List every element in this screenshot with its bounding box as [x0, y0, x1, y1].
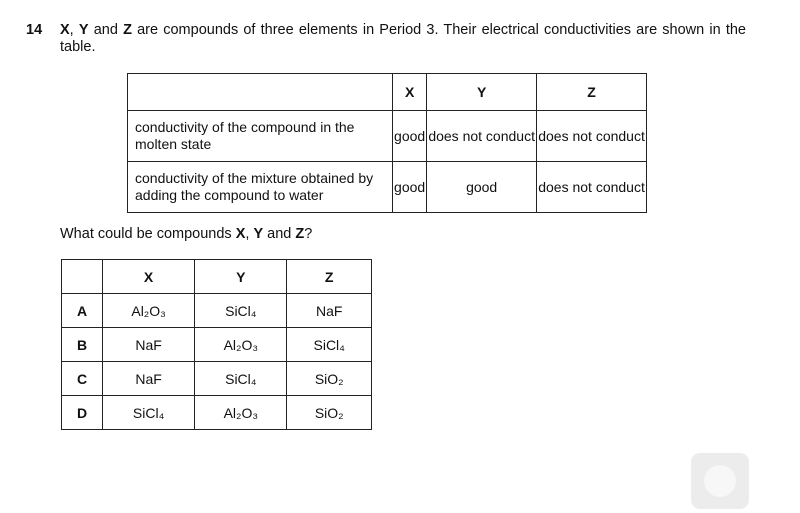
- conductivity-header-z: Z: [537, 74, 647, 111]
- cell-x: good: [393, 111, 427, 162]
- option-x: SiCl₄: [103, 396, 195, 430]
- cell-y: does not conduct: [427, 111, 537, 162]
- option-row-b[interactable]: [62, 328, 372, 362]
- stem-text-2: and: [88, 22, 124, 38]
- conductivity-header-x: X: [393, 74, 427, 111]
- floating-widget-button[interactable]: [691, 453, 749, 509]
- question-prompt: [60, 226, 312, 242]
- option-z: SiO₂: [287, 362, 372, 396]
- widget-circle-icon: [704, 465, 736, 497]
- stem-text-3: are compounds of three elements in Period 3. Their electrical conductivities are shown in the table.: [60, 22, 746, 55]
- conductivity-header-row: [128, 74, 647, 111]
- ask-text-1: What could be compounds: [60, 226, 236, 242]
- options-header-y: Y: [195, 260, 287, 294]
- stem-y: Y: [78, 22, 89, 38]
- option-y: Al₂O₃: [195, 328, 287, 362]
- cell-z: does not conduct: [537, 162, 647, 213]
- option-y: Al₂O₃: [195, 396, 287, 430]
- option-z: NaF: [287, 294, 372, 328]
- options-header-blank: [62, 260, 103, 294]
- options-header-z: Z: [287, 260, 372, 294]
- table-row: [128, 162, 647, 213]
- option-letter[interactable]: C: [62, 362, 103, 396]
- conductivity-header-blank: [128, 74, 393, 111]
- option-row-c[interactable]: [62, 362, 372, 396]
- option-x: NaF: [103, 328, 195, 362]
- option-x: Al₂O₃: [103, 294, 195, 328]
- option-y: SiCl₄: [195, 294, 287, 328]
- row-description: conductivity of the mixture obtained by adding the compound to water: [128, 162, 393, 213]
- cell-z: does not conduct: [537, 111, 647, 162]
- option-row-d[interactable]: [62, 396, 372, 430]
- option-x: NaF: [103, 362, 195, 396]
- conductivity-table: [127, 73, 647, 213]
- ask-x: X: [235, 226, 246, 242]
- ask-text-3: and: [263, 226, 296, 242]
- option-letter[interactable]: A: [62, 294, 103, 328]
- cell-x: good: [393, 162, 427, 213]
- cell-y: good: [427, 162, 537, 213]
- option-z: SiO₂: [287, 396, 372, 430]
- stem-text-1: ,: [69, 22, 79, 38]
- option-row-a[interactable]: [62, 294, 372, 328]
- option-letter[interactable]: D: [62, 396, 103, 430]
- question-number: 14: [26, 22, 43, 38]
- ask-z: Z: [295, 226, 305, 242]
- row-description: conductivity of the compound in the molten state: [128, 111, 393, 162]
- options-header-x: X: [103, 260, 195, 294]
- question-stem: [60, 22, 746, 56]
- option-y: SiCl₄: [195, 362, 287, 396]
- options-table: [61, 259, 372, 430]
- option-z: SiCl₄: [287, 328, 372, 362]
- ask-text-2: ,: [245, 226, 254, 242]
- stem-x: X: [60, 22, 70, 38]
- options-header-row: [62, 260, 372, 294]
- conductivity-header-y: Y: [427, 74, 537, 111]
- ask-y: Y: [253, 226, 264, 242]
- option-letter[interactable]: B: [62, 328, 103, 362]
- ask-text-4: ?: [304, 226, 313, 242]
- stem-z: Z: [123, 22, 132, 38]
- table-row: [128, 111, 647, 162]
